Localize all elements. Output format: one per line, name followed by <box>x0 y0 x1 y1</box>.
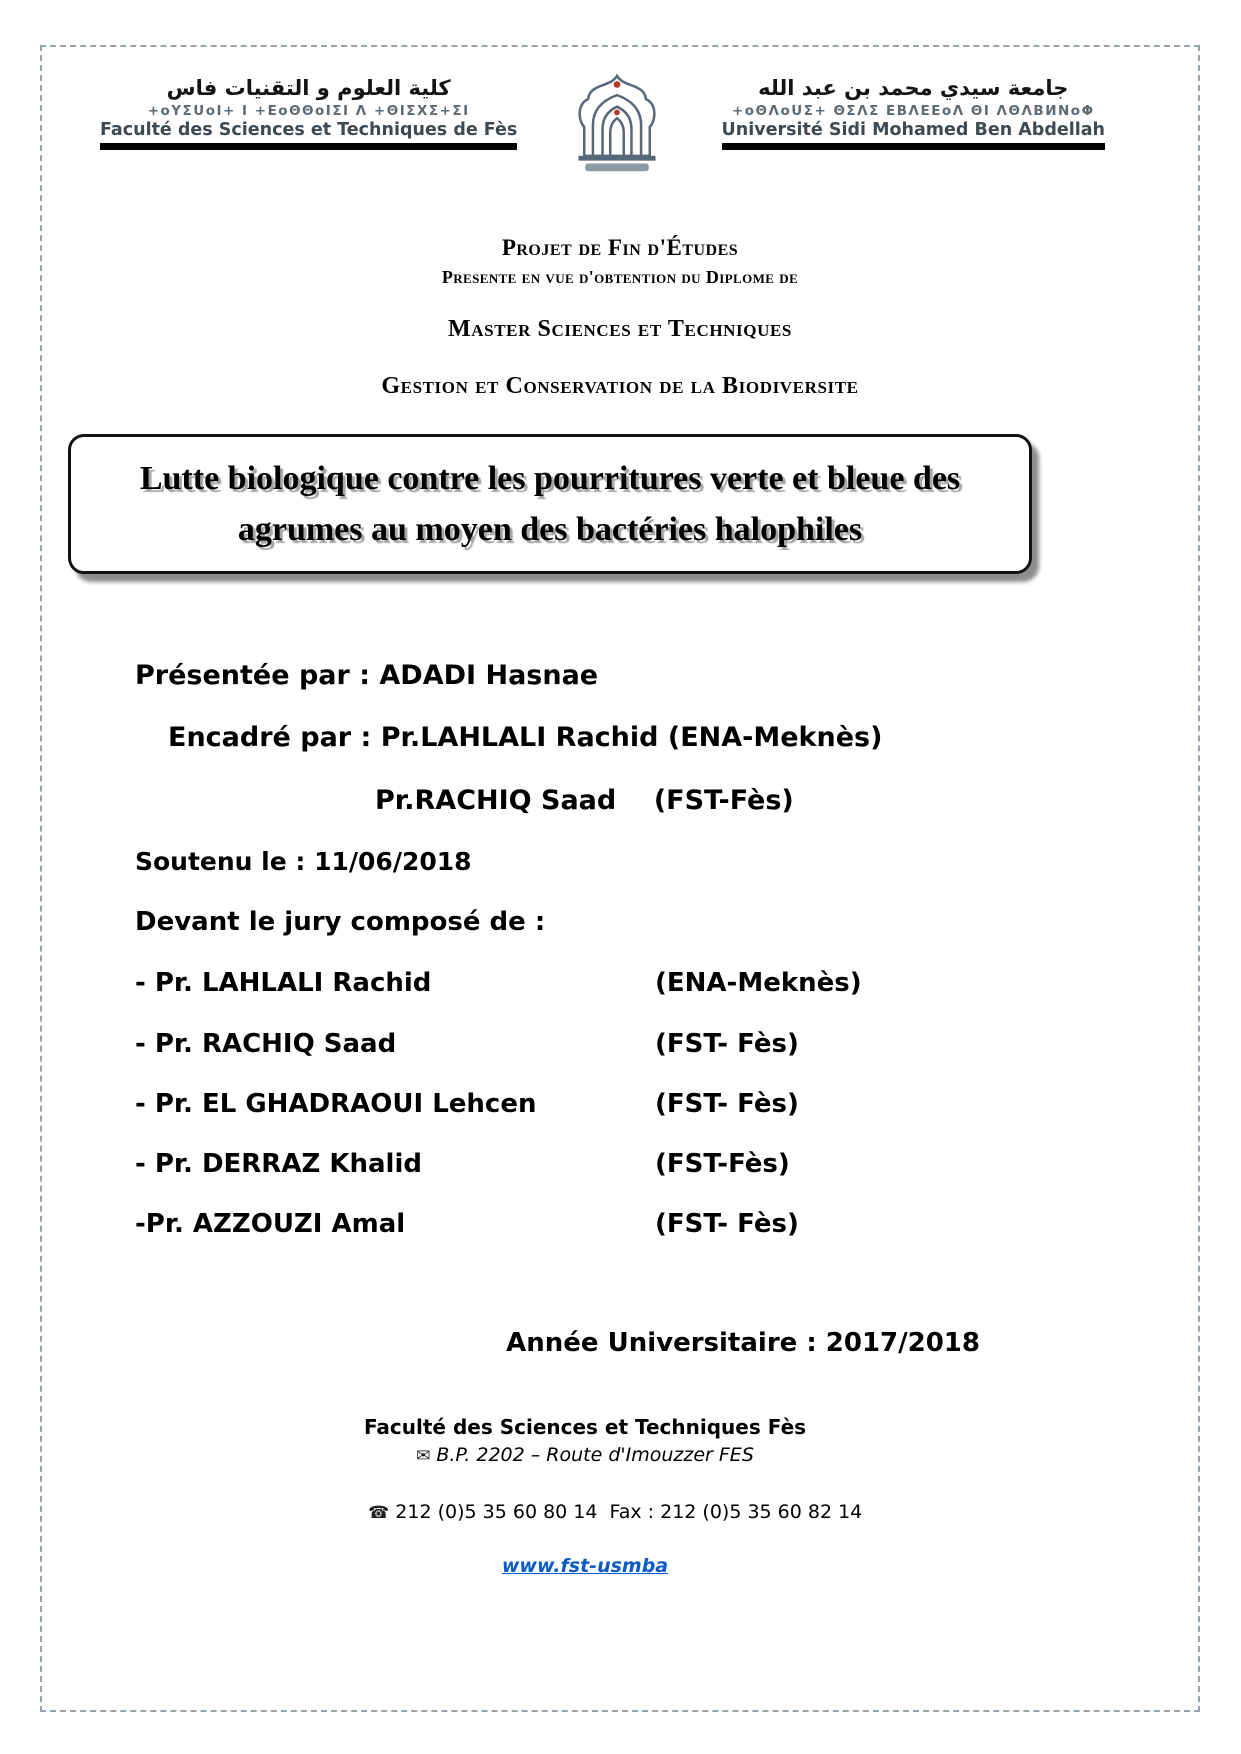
supervisor-line-2: Pr.RACHIQ Saad (FST-Fès) <box>375 784 794 816</box>
faculty-divider-bar <box>100 143 517 150</box>
envelope-icon: ✉ <box>416 1446 431 1467</box>
faculty-french-name: Faculté des Sciences et Techniques de Fès <box>100 120 518 141</box>
thesis-title-line-1: Lutte biologique contre les pourritures verte et bleue des <box>139 460 961 497</box>
footer-phone-text: 212 (0)5 35 60 80 14 Fax : 212 (0)5 35 60 82 14 <box>395 1501 863 1524</box>
jury-member-name: -Pr. AZZOUZI Amal <box>135 1209 406 1240</box>
jury-member-name: - Pr. EL GHADRAOUI Lehcen <box>135 1088 537 1119</box>
university-divider-bar <box>722 143 1105 150</box>
jury-row <box>135 968 1035 999</box>
university-arabic-name: جامعة سيدي محمد بن عبد الله <box>758 76 1069 100</box>
jury-row <box>135 1089 1035 1120</box>
jury-list <box>135 968 1035 1240</box>
jury-member-affiliation: (FST- Fès) <box>655 1209 799 1240</box>
jury-member-name: - Pr. RACHIQ Saad <box>135 1028 397 1059</box>
footer-website-line <box>135 1555 1035 1577</box>
presented-by-line: Présentée par : ADADI Hasnae <box>135 660 599 691</box>
jury-member-affiliation: (FST- Fès) <box>655 1088 799 1119</box>
jury-row <box>135 1029 1035 1060</box>
thesis-title-box <box>68 434 1032 574</box>
jury-member-name: - Pr. LAHLALI Rachid <box>135 968 432 999</box>
jury-member-affiliation: (ENA-Meknès) <box>655 968 862 999</box>
supervisor-line-1: Encadré par : Pr.LAHLALI Rachid (ENA-Meknès) <box>168 722 883 754</box>
main-content <box>42 660 1198 1577</box>
jury-heading: Devant le jury composé de : <box>135 907 546 938</box>
jury-member-name: - Pr. DERRAZ Khalid <box>135 1148 422 1179</box>
footer-institution-name: Faculté des Sciences et Techniques Fès <box>363 1415 807 1440</box>
jury-member-affiliation: (FST- Fès) <box>655 1028 799 1059</box>
jury-row <box>135 1149 1035 1180</box>
footer <box>135 1413 1035 1577</box>
telephone-icon: ☎ <box>368 1503 390 1524</box>
thesis-title-line-2: agrumes au moyen des bactéries halophiles <box>237 511 863 548</box>
faculty-tifinagh-name: +oYΣUoI+ I +ΕoΘΘoIΣI Λ +ΘΙΣΧΣ+ΣΙ <box>147 103 470 120</box>
university-logo-icon <box>564 71 674 183</box>
header <box>42 47 1198 183</box>
degree-line: Master Sciences et Techniques <box>448 316 792 342</box>
footer-phone-line <box>135 1470 1035 1556</box>
faculty-block <box>100 75 517 150</box>
footer-website-link[interactable]: www.fst-usmba <box>501 1555 669 1578</box>
thesis-details <box>135 660 1035 938</box>
footer-address-line <box>135 1441 1035 1470</box>
university-block <box>722 75 1105 150</box>
academic-year-line: Année Universitaire : 2017/2018 <box>506 1328 980 1359</box>
jury-member-affiliation: (FST-Fès) <box>655 1148 790 1179</box>
page-dashed-border <box>40 45 1200 1712</box>
preamble <box>42 235 1198 400</box>
university-tifinagh-name: +oΘΛoUΣ+ ΘΣΛΣ ΕΒΛΕΕoΛ ΘΙ ΛΘΛΒИΝoΦ <box>731 103 1095 120</box>
project-type-line: Projet de Fin d'Études <box>501 235 739 260</box>
faculty-arabic-name: كلية العلوم و التقنيات فاس <box>166 76 451 100</box>
footer-address-text: B.P. 2202 – Route d'Imouzzer FES <box>436 1444 754 1467</box>
diploma-purpose-line: Presente en vue d'obtention du Diplome de <box>441 267 799 287</box>
speciality-line: Gestion et Conservation de la Biodiversite <box>381 373 859 399</box>
defense-date-line: Soutenu le : 11/06/2018 <box>135 847 472 877</box>
jury-row <box>135 1209 1035 1240</box>
university-french-name: Université Sidi Mohamed Ben Abdellah <box>721 120 1105 141</box>
